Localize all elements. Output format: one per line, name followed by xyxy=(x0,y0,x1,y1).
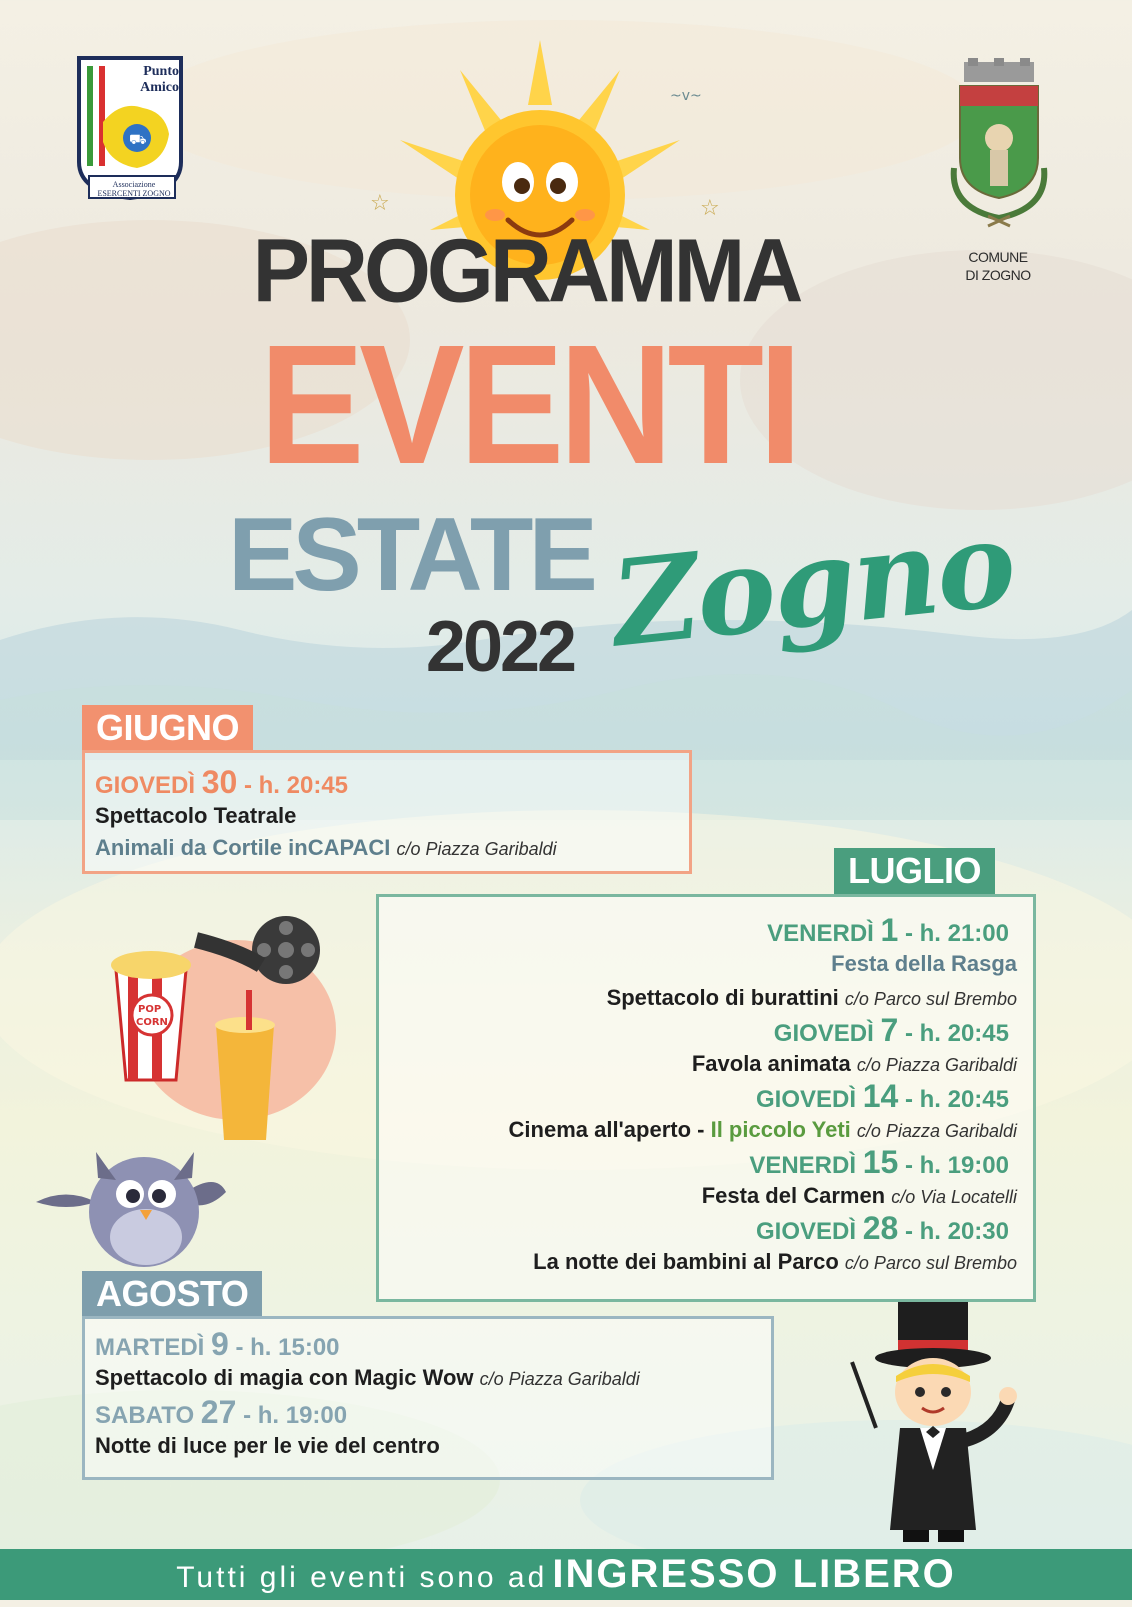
event-time: - h. 21:00 xyxy=(904,920,1009,947)
event-title-text: Notte di luce per le vie del centro xyxy=(95,1433,440,1458)
event-location: c/o Piazza Garibaldi xyxy=(479,1369,640,1389)
event-location: c/o Piazza Garibaldi xyxy=(856,1055,1017,1075)
event-title xyxy=(95,833,557,864)
event-title xyxy=(831,949,1017,979)
day-number: 27 xyxy=(200,1394,237,1430)
event-box-agosto xyxy=(82,1316,774,1480)
day-number: 1 xyxy=(880,912,899,948)
popcorn-label-top: POP xyxy=(138,1004,162,1015)
month-label-luglio: LUGLIO xyxy=(834,848,995,894)
event-title-text: Festa del Carmen xyxy=(701,1183,886,1208)
svg-text:~v~: ~v~ xyxy=(670,88,702,104)
punto-amico-logo xyxy=(73,52,187,202)
event-title xyxy=(607,983,1017,1014)
day-number: 28 xyxy=(862,1210,899,1246)
furby-illustration xyxy=(36,1132,236,1272)
event-location: c/o Parco sul Brembo xyxy=(844,1253,1017,1273)
event-highlight: Il piccolo Yeti xyxy=(710,1117,851,1142)
day-number: 9 xyxy=(211,1326,229,1362)
event-title-text: Spettacolo di magia con Magic Wow xyxy=(95,1365,474,1390)
day-name: VENERDÌ xyxy=(749,1152,857,1179)
day-name: GIOVEDÌ xyxy=(773,1020,874,1047)
month-label-giugno: GIUGNO xyxy=(82,705,253,751)
event-title xyxy=(509,1115,1017,1146)
day-name: VENERDÌ xyxy=(767,920,874,947)
day-number: 30 xyxy=(201,764,238,800)
event-location: c/o Parco sul Brembo xyxy=(844,989,1017,1009)
logo-assoc-line1: Associazione xyxy=(112,180,156,189)
popcorn-label-bottom: CORN xyxy=(136,1017,168,1028)
event-date xyxy=(95,764,349,801)
event-box-giugno xyxy=(82,750,692,874)
footer-prefix: Tutti gli eventi sono ad xyxy=(176,1561,548,1594)
event-title xyxy=(95,1431,440,1461)
event-time: - h. 20:45 xyxy=(904,1086,1009,1113)
event-title-text: La notte dei bambini al Parco xyxy=(533,1249,839,1274)
day-number: 15 xyxy=(862,1144,899,1180)
footer-banner xyxy=(0,1549,1132,1600)
svg-text:⛟: ⛟ xyxy=(129,132,147,148)
event-time: - h. 20:45 xyxy=(243,772,349,799)
footer-highlight: INGRESSO LIBERO xyxy=(552,1552,956,1596)
event-date xyxy=(95,1394,348,1431)
event-date xyxy=(749,1144,1009,1181)
comune-crest-icon xyxy=(940,58,1058,228)
event-title xyxy=(533,1247,1017,1278)
event-title-text: Cinema all'aperto - xyxy=(508,1117,705,1142)
day-name: SABATO xyxy=(95,1402,195,1429)
event-title-text: Favola animata xyxy=(691,1051,851,1076)
event-title xyxy=(692,1049,1017,1080)
event-time: - h. 15:00 xyxy=(235,1334,340,1361)
logo-name-line2: Amico xyxy=(140,80,179,95)
event-date xyxy=(755,1078,1009,1115)
logo-assoc-line2: ESERCENTI ZOGNO xyxy=(97,189,171,198)
title-zogno-script: Zogno xyxy=(605,493,1020,674)
day-name: GIOVEDÌ xyxy=(95,772,196,799)
event-date xyxy=(95,1326,340,1363)
day-name: GIOVEDÌ xyxy=(755,1218,857,1245)
event-time: - h. 20:30 xyxy=(904,1218,1009,1245)
event-date xyxy=(773,1012,1009,1049)
event-time: - h. 19:00 xyxy=(243,1402,348,1429)
event-location: c/o Piazza Garibaldi xyxy=(396,839,557,859)
event-box-luglio xyxy=(376,894,1036,1302)
event-title xyxy=(702,1181,1017,1212)
magician-illustration xyxy=(848,1300,1028,1546)
day-number: 14 xyxy=(862,1078,899,1114)
event-date xyxy=(767,912,1009,949)
logo-name-line1: Punto xyxy=(143,64,179,79)
event-title-text: Spettacolo di burattini xyxy=(606,985,839,1010)
event-title-text: Festa della Rasga xyxy=(831,951,1017,976)
event-title xyxy=(95,801,296,831)
day-number: 7 xyxy=(880,1012,899,1048)
event-location: c/o Piazza Garibaldi xyxy=(856,1121,1017,1141)
svg-text:☆: ☆ xyxy=(370,191,390,216)
comune-line1: COMUNE xyxy=(968,249,1028,265)
event-time: - h. 19:00 xyxy=(904,1152,1009,1179)
event-title-text: Spettacolo Teatrale xyxy=(95,803,297,828)
day-name: MARTEDÌ xyxy=(95,1334,205,1361)
event-title xyxy=(95,1363,640,1394)
event-time: - h. 20:45 xyxy=(904,1020,1009,1047)
event-location: c/o Via Locatelli xyxy=(891,1187,1017,1207)
title-year: 2022 xyxy=(425,607,575,687)
title-programma: PROGRAMMA xyxy=(252,220,800,322)
svg-text:☆: ☆ xyxy=(700,196,720,221)
comune-label xyxy=(940,248,1056,284)
day-name: GIOVEDÌ xyxy=(755,1086,857,1113)
event-date xyxy=(755,1210,1009,1247)
comune-line2: DI ZOGNO xyxy=(965,267,1031,283)
title-estate: ESTATE xyxy=(228,497,593,613)
popcorn-cinema-illustration xyxy=(96,910,356,1160)
title-eventi: EVENTI xyxy=(259,310,797,500)
event-title-text: Animali da Cortile inCAPACI xyxy=(95,835,391,860)
month-label-agosto: AGOSTO xyxy=(82,1271,262,1317)
